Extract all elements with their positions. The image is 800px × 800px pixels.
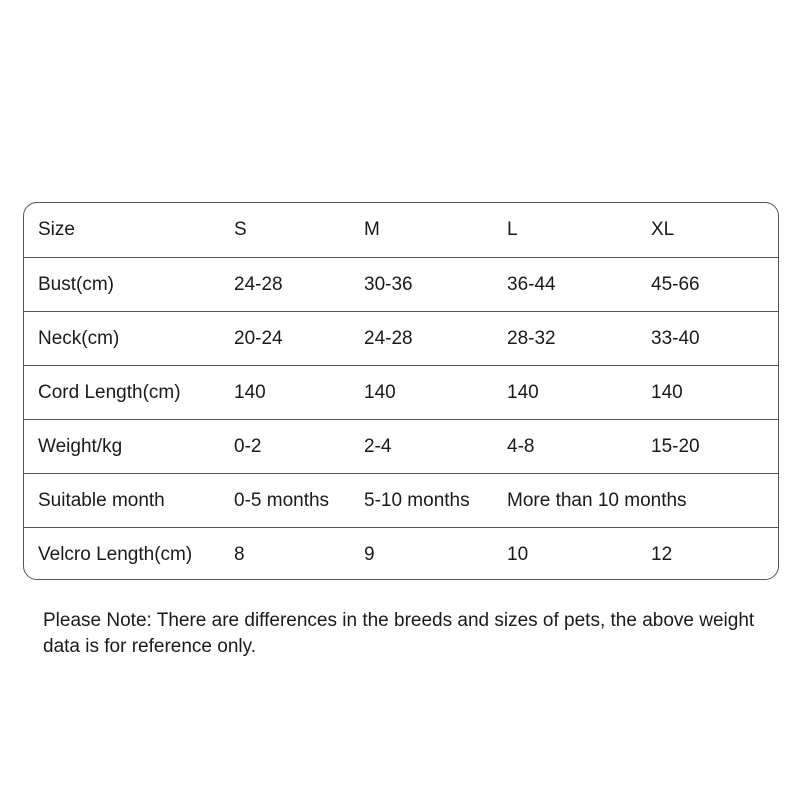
header-size-xl: XL	[651, 219, 675, 240]
cell-l: 10	[507, 544, 529, 565]
cell-l-xl-merged: More than 10 months	[507, 490, 687, 511]
cell-m: 9	[364, 544, 375, 565]
cell-s: 140	[234, 382, 266, 403]
row-label: Cord Length(cm)	[38, 382, 181, 403]
table-header-row	[24, 203, 778, 257]
row-label: Weight/kg	[38, 436, 123, 457]
size-chart-table	[23, 202, 779, 580]
cell-xl: 33-40	[651, 328, 700, 349]
header-size-l: L	[507, 219, 518, 240]
cell-s: 0-2	[234, 436, 262, 457]
cell-m: 140	[364, 382, 396, 403]
cell-xl: 12	[651, 544, 673, 565]
table-row-velcro-length	[24, 527, 778, 580]
table-row-neck	[24, 311, 778, 365]
cell-l: 36-44	[507, 274, 556, 295]
cell-l: 28-32	[507, 328, 556, 349]
cell-m: 24-28	[364, 328, 413, 349]
cell-l: 4-8	[507, 436, 535, 457]
cell-s: 8	[234, 544, 245, 565]
header-size-label: Size	[38, 219, 75, 240]
reference-note: Please Note: There are differences in the breeds and sizes of pets, the above weight data is for reference only.	[43, 610, 755, 657]
table-row-suitable-month	[24, 473, 778, 527]
cell-s: 0-5 months	[234, 490, 330, 511]
cell-xl: 15-20	[651, 436, 700, 457]
header-size-m: M	[364, 219, 380, 240]
table-row-weight	[24, 419, 778, 473]
cell-xl: 45-66	[651, 274, 700, 295]
row-label: Suitable month	[38, 490, 165, 511]
row-label: Neck(cm)	[38, 328, 120, 349]
row-label: Bust(cm)	[38, 274, 114, 295]
cell-s: 20-24	[234, 328, 283, 349]
cell-s: 24-28	[234, 274, 283, 295]
cell-m: 2-4	[364, 436, 392, 457]
row-label: Velcro Length(cm)	[38, 544, 193, 565]
table-row-bust	[24, 257, 778, 311]
cell-m: 5-10 months	[364, 490, 470, 511]
header-size-s: S	[234, 219, 247, 240]
cell-m: 30-36	[364, 274, 413, 295]
cell-l: 140	[507, 382, 539, 403]
table-row-cord-length	[24, 365, 778, 419]
cell-xl: 140	[651, 382, 683, 403]
